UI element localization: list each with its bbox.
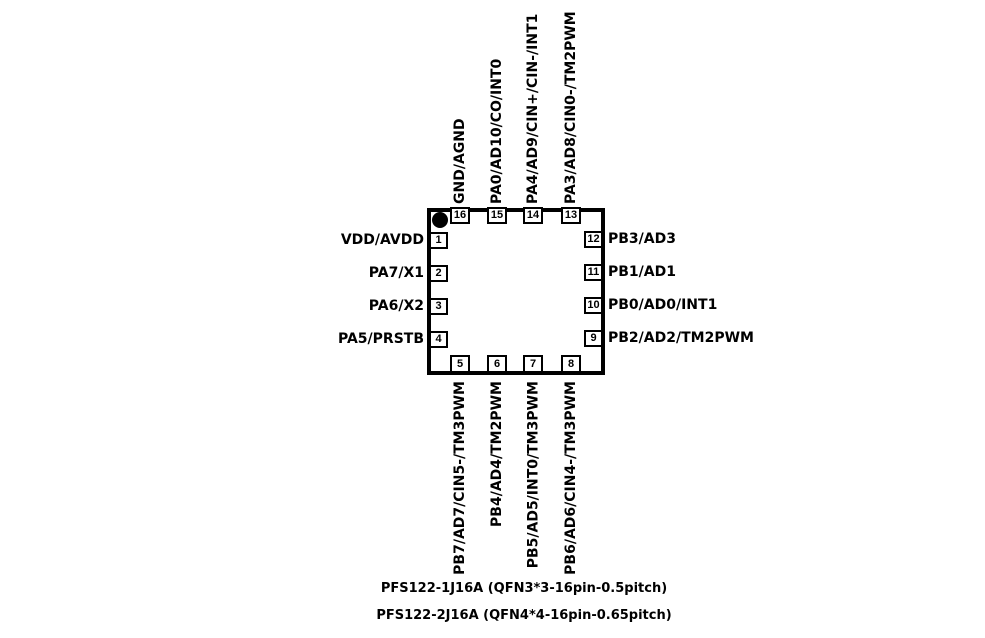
pin-box-10	[584, 297, 603, 314]
pin-label-4: PA5/PRSTB	[337, 331, 424, 347]
pin-number-2: 2	[435, 267, 442, 279]
pin-label-9: PB2/AD2/TM2PWM	[608, 330, 754, 346]
pin-label-1: VDD/AVDD	[340, 232, 424, 248]
pin-box-9	[584, 330, 603, 347]
pin-label-10: PB0/AD0/INT1	[608, 297, 718, 313]
pin-number-11: 11	[587, 266, 600, 278]
pin-number-8: 8	[567, 357, 575, 370]
pin-label-16: GND/AGND	[452, 118, 468, 204]
pin1-indicator-dot	[432, 212, 448, 228]
pin-box-8	[561, 355, 581, 373]
pin-label-2: PA7/X1	[368, 265, 424, 281]
pin-number-1: 1	[435, 234, 442, 246]
pin-label-13: PA3/AD8/CIN0-/TM2PWM	[563, 11, 579, 204]
pin-box-15	[487, 207, 507, 224]
pin-box-13	[561, 207, 581, 224]
pin-box-1	[429, 232, 448, 249]
pin-number-12: 12	[587, 233, 600, 245]
pin-number-15: 15	[490, 209, 504, 221]
pin-number-9: 9	[590, 332, 597, 344]
pin-number-10: 10	[587, 299, 600, 311]
pin-box-12	[584, 231, 603, 248]
pin-number-5: 5	[456, 357, 464, 370]
pin-box-11	[584, 264, 603, 281]
pin-label-11: PB1/AD1	[608, 264, 676, 280]
pin-box-2	[429, 265, 448, 282]
chip-body	[427, 208, 605, 375]
pin-box-3	[429, 298, 448, 315]
pin-label-15: PA0/AD10/CO/INT0	[489, 58, 505, 204]
pin-label-8: PB6/AD6/CIN4-/TM3PWM	[563, 381, 579, 575]
pin-box-4	[429, 331, 448, 348]
package-caption-1: PFS122-1J16A (QFN3*3-16pin-0.5pitch)	[380, 581, 668, 596]
pin-number-3: 3	[435, 300, 442, 312]
pin-number-13: 13	[564, 209, 578, 221]
pin-number-4: 4	[435, 333, 442, 345]
pin-number-16: 16	[453, 209, 467, 221]
pin-label-3: PA6/X2	[368, 298, 424, 314]
pin-number-7: 7	[529, 357, 537, 370]
pin-box-6	[487, 355, 507, 373]
pin-label-7: PB5/AD5/INT0/TM3PWM	[525, 381, 541, 569]
pin-number-14: 14	[526, 209, 540, 221]
pin-number-6: 6	[493, 357, 501, 370]
pin-label-6: PB4/AD4/TM2PWM	[489, 381, 505, 527]
pin-box-14	[523, 207, 543, 224]
pin-label-12: PB3/AD3	[608, 231, 676, 247]
pin-label-5: PB7/AD7/CIN5-/TM3PWM	[452, 381, 468, 575]
pin-box-16	[450, 207, 470, 224]
pin-box-5	[450, 355, 470, 373]
package-caption-2: PFS122-2J16A (QFN4*4-16pin-0.65pitch)	[376, 608, 672, 623]
pin-box-7	[523, 355, 543, 373]
pin-label-14: PA4/AD9/CIN+/CIN-/INT1	[525, 13, 541, 204]
